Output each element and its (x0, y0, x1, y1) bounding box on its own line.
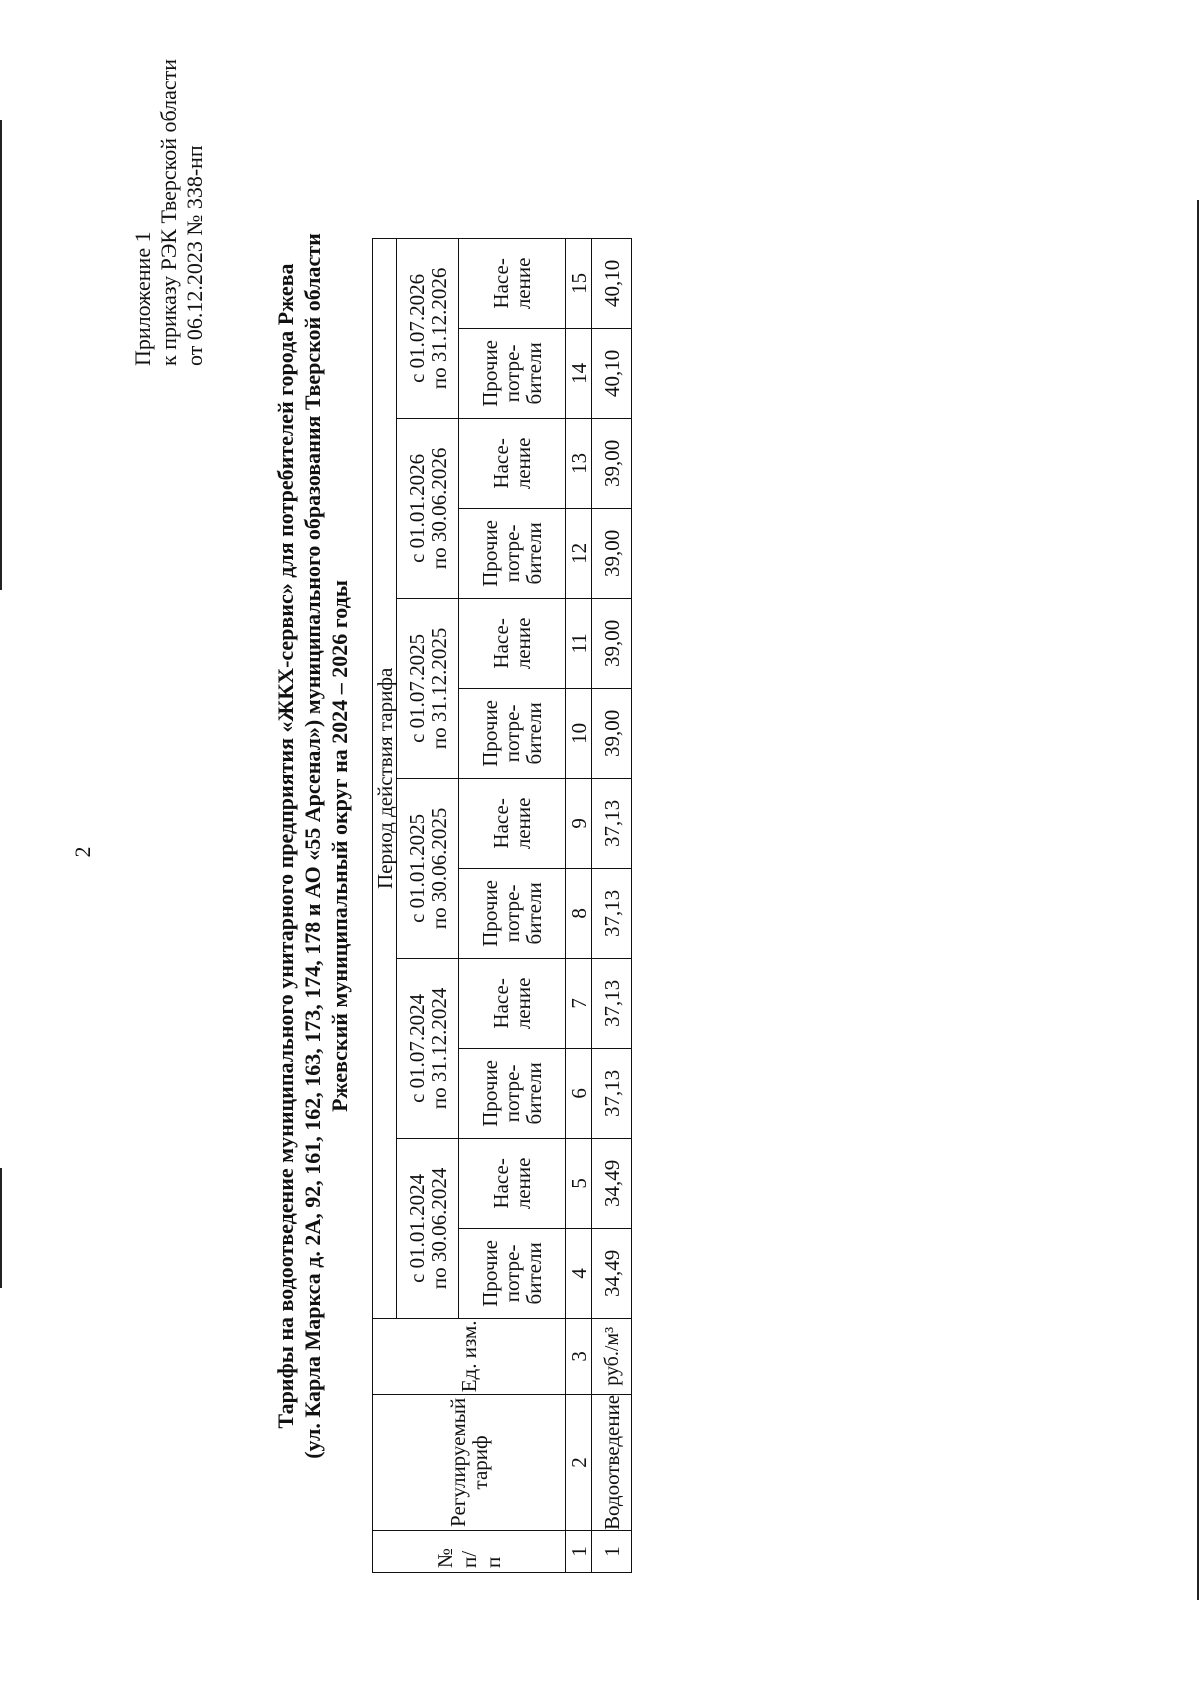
period-3 (397, 778, 459, 958)
sub-other-2: Прочие потре- бители (459, 1048, 566, 1138)
row-value-5: 37,13 (592, 868, 632, 958)
title-line-3: Ржевский муниципальный округ на 2024 – 2026 годы (327, 580, 352, 1112)
period-5-from: с 01.01.2026 (404, 453, 429, 563)
period-1 (397, 1138, 459, 1318)
row-unit: руб./м³ (592, 1318, 632, 1394)
column-number-row (566, 238, 592, 1572)
period-3-from: с 01.01.2025 (404, 813, 429, 923)
row-value-12: 40,10 (592, 238, 632, 328)
sub-pop-5: Насе- ление (459, 418, 566, 508)
colnum-10: 10 (566, 688, 592, 778)
colnum-7: 7 (566, 958, 592, 1048)
row-tariff: Водоотведение (592, 1394, 632, 1530)
row-no: 1 (592, 1531, 632, 1573)
sub-pop-2: Насе- ление (459, 958, 566, 1048)
colnum-12: 12 (566, 508, 592, 598)
sub-other-1: Прочие потре- бители (459, 1228, 566, 1318)
colnum-11: 11 (566, 598, 592, 688)
sub-other-4: Прочие потре- бители (459, 688, 566, 778)
colnum-3: 3 (566, 1318, 592, 1394)
title-line-2: (ул. Карла Маркса д. 2А, 92, 161, 162, 163, 173, 174, 178 и АО «55 Арсенал») муниципального образования Тверской области (300, 233, 325, 1459)
document-title (272, 156, 353, 1536)
row-value-1: 34,49 (592, 1228, 632, 1318)
title-line-1: Тарифы на водоотведение муниципального унитарного предприятия «ЖКХ-сервис» для потребителей города Ржева (273, 263, 298, 1429)
period-4-from: с 01.07.2025 (404, 633, 429, 743)
sub-pop-4: Насе- ление (459, 598, 566, 688)
period-6-from: с 01.07.2026 (404, 273, 429, 383)
annex-line-3: от 06.12.2023 № 338-нп (182, 145, 207, 366)
row-value-2: 34,49 (592, 1138, 632, 1228)
colnum-4: 4 (566, 1228, 592, 1318)
page-number: 2 (70, 846, 95, 858)
period-3-to: по 30.06.2025 (426, 807, 451, 930)
sub-pop-3: Насе- ление (459, 778, 566, 868)
row-value-8: 39,00 (592, 598, 632, 688)
row-value-11: 40,10 (592, 328, 632, 418)
period-4 (397, 598, 459, 778)
row-value-4: 37,13 (592, 958, 632, 1048)
sub-other-3: Прочие потре- бители (459, 868, 566, 958)
period-6-to: по 31.12.2026 (426, 267, 451, 390)
period-4-to: по 31.12.2025 (426, 627, 451, 750)
annex-line-1: Приложение 1 (130, 231, 155, 366)
table-row (592, 238, 632, 1572)
row-value-6: 37,13 (592, 778, 632, 868)
colnum-1: 1 (566, 1531, 592, 1573)
period-5 (397, 418, 459, 598)
period-1-from: с 01.01.2024 (404, 1173, 429, 1283)
colnum-5: 5 (566, 1138, 592, 1228)
sub-pop-1: Насе- ление (459, 1138, 566, 1228)
sub-other-5: Прочие потре- бители (459, 508, 566, 598)
period-2-from: с 01.07.2024 (404, 993, 429, 1103)
header-tariff: Регулируемый тариф (373, 1394, 566, 1530)
sub-other-6: Прочие потре- бители (459, 328, 566, 418)
header-no-text: № п/ п (433, 1547, 505, 1568)
row-value-7: 39,00 (592, 688, 632, 778)
annex-line-2: к приказу РЭК Тверской области (156, 58, 181, 366)
period-2-to: по 31.12.2024 (426, 987, 451, 1110)
colnum-15: 15 (566, 238, 592, 328)
tariff-table (372, 238, 632, 1573)
colnum-9: 9 (566, 778, 592, 868)
period-1-to: по 30.06.2024 (426, 1167, 451, 1290)
header-no (373, 1531, 566, 1573)
header-unit: Ед. изм. (373, 1318, 566, 1394)
row-value-3: 37,13 (592, 1048, 632, 1138)
period-6 (397, 238, 459, 418)
sub-pop-6: Насе- ление (459, 238, 566, 328)
period-5-to: по 30.06.2026 (426, 447, 451, 570)
colnum-2: 2 (566, 1394, 592, 1530)
period-2 (397, 958, 459, 1138)
colnum-6: 6 (566, 1048, 592, 1138)
row-value-10: 39,00 (592, 418, 632, 508)
row-value-9: 39,00 (592, 508, 632, 598)
colnum-8: 8 (566, 868, 592, 958)
header-row-period (373, 238, 397, 1572)
header-period: Период действия тарифа (373, 238, 397, 1318)
colnum-13: 13 (566, 418, 592, 508)
annex-block (130, 59, 208, 366)
colnum-14: 14 (566, 328, 592, 418)
